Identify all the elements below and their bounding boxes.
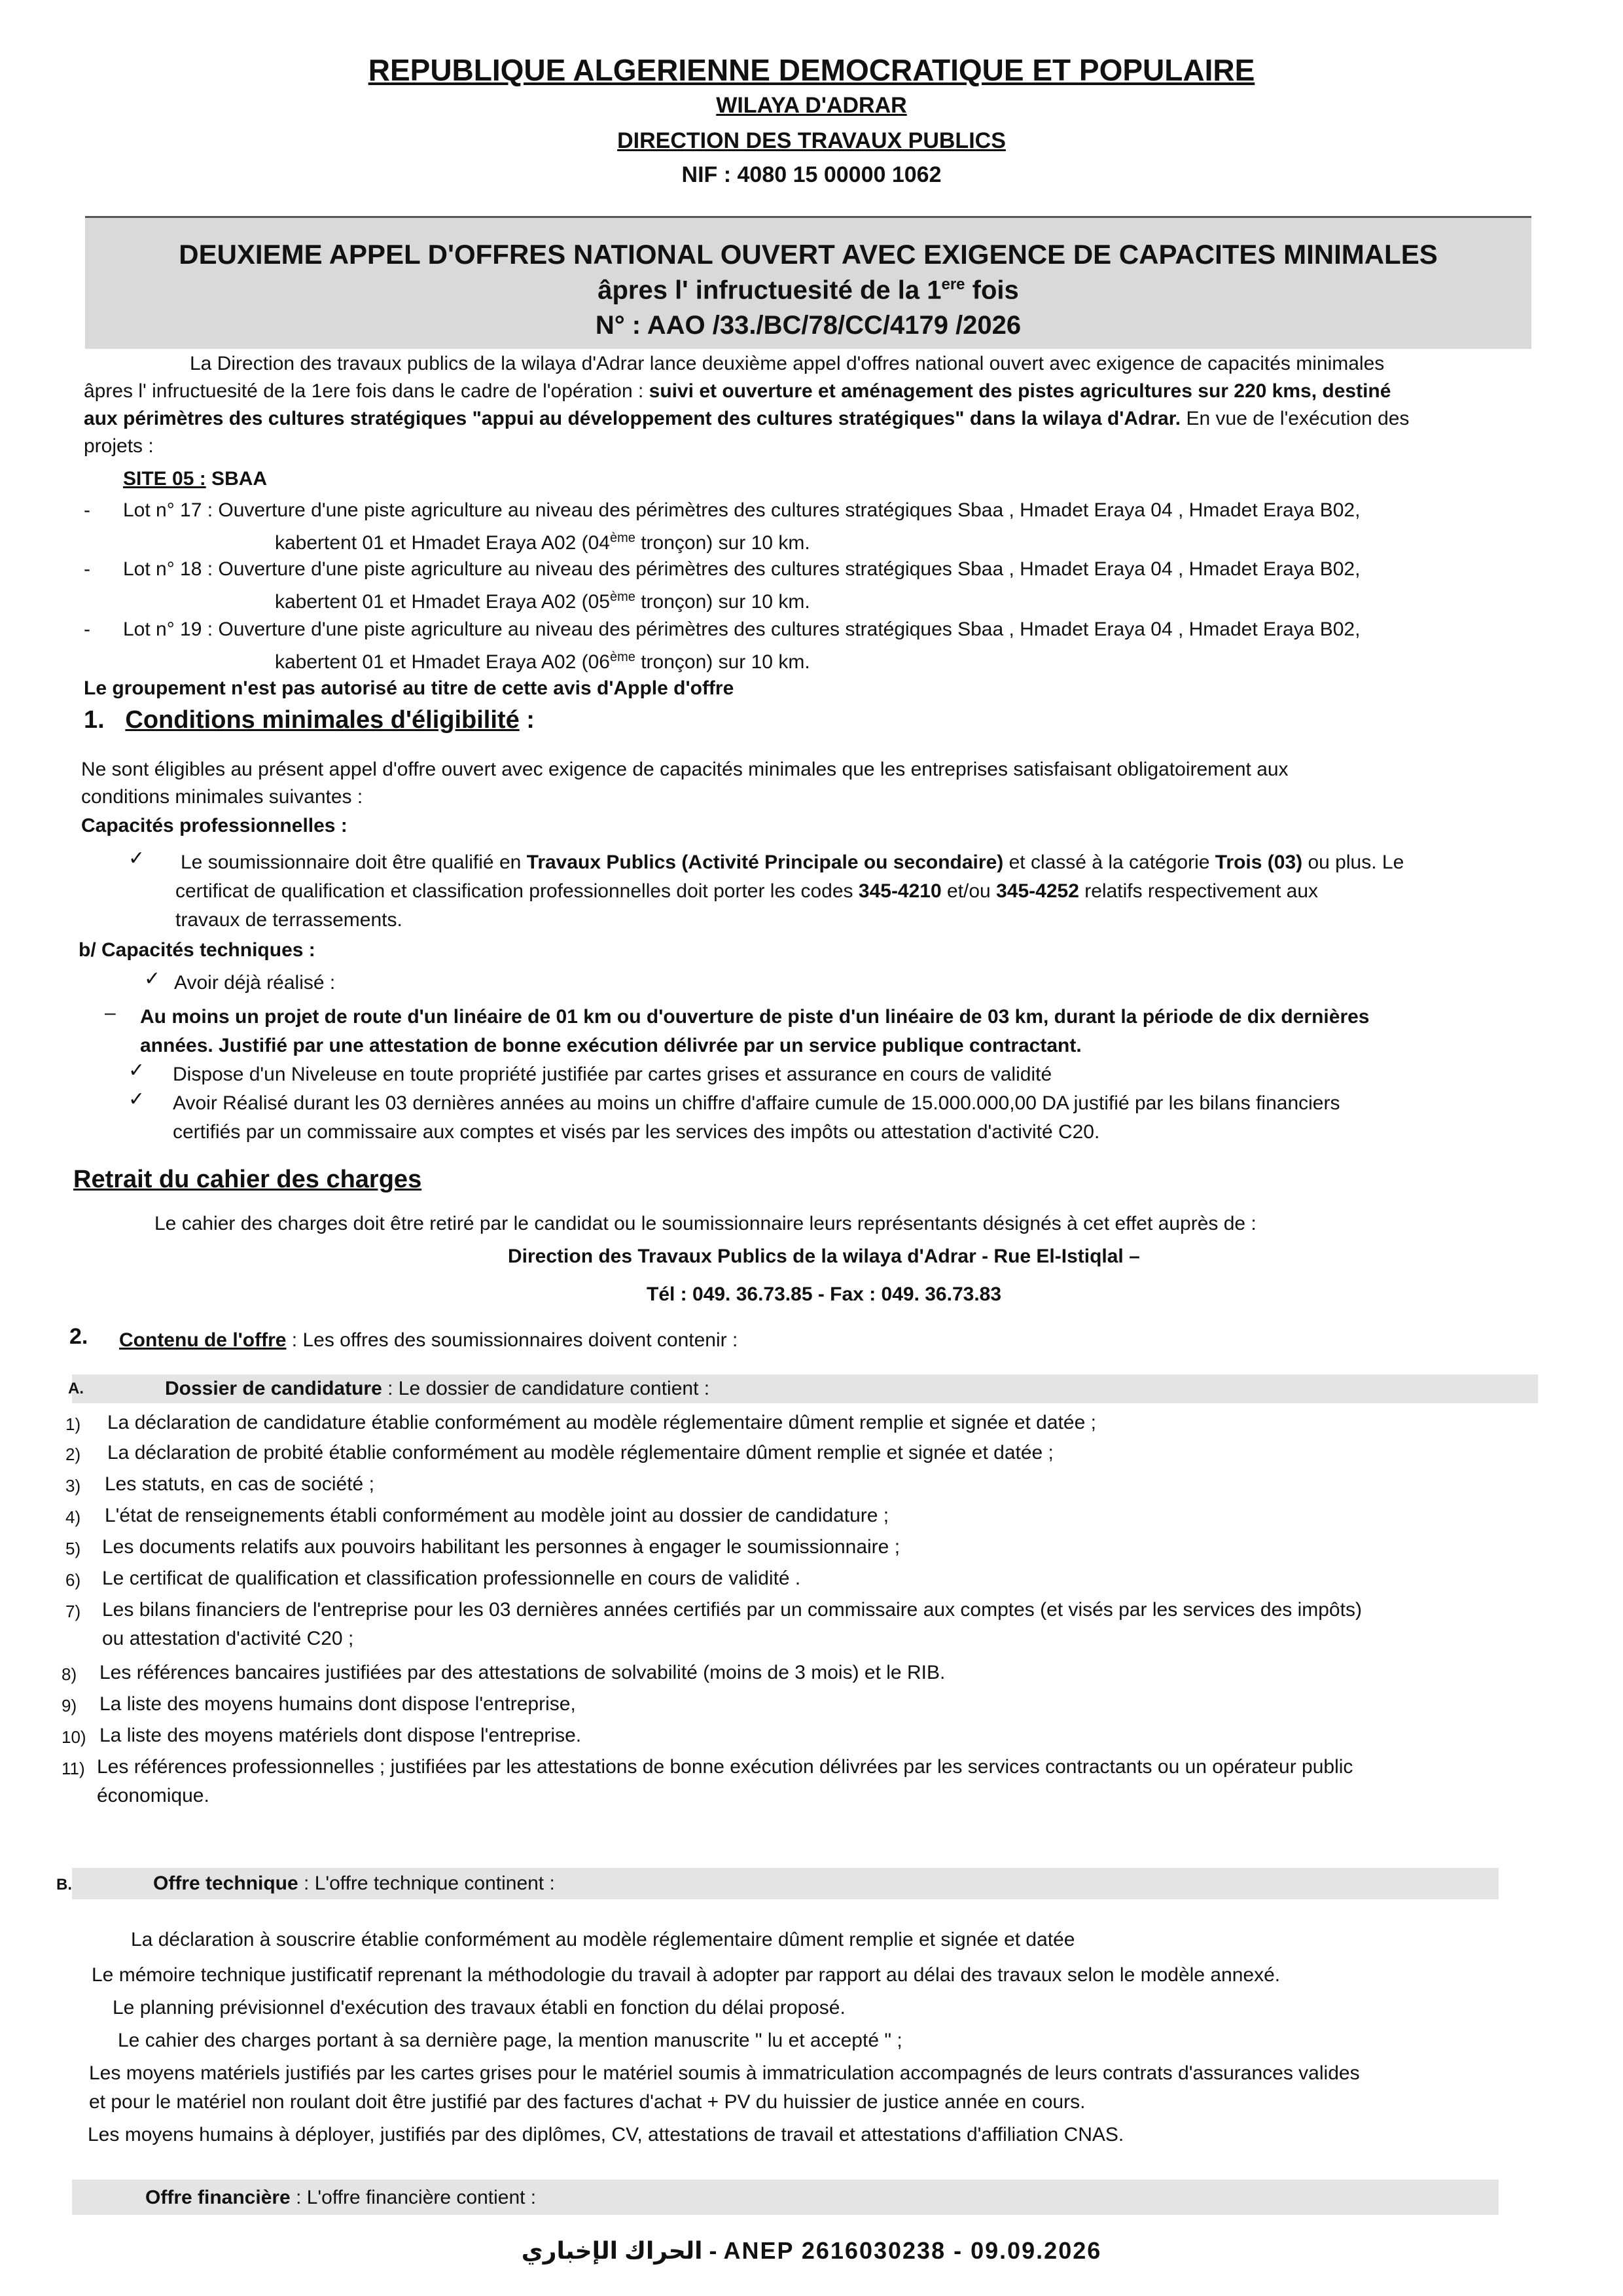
cap-tech-line-1: Au moins un projet de route d'un linéaire de 01 km ou d'ouverture de piste d'un linéaire de 03 km, durant la période de dix dernières	[140, 1006, 1370, 1028]
item-number: 2)	[65, 1444, 81, 1464]
lot-17-line-2: kabertent 01 et Hmadet Eraya A02 (04ème tronçon) sur 10 km.	[275, 531, 810, 554]
checkmark-icon: ✓	[144, 968, 161, 990]
capacites-techniques: b/ Capacités techniques :	[79, 939, 315, 961]
technical-item: et pour le matériel non roulant doit être justifié par des factures d'achat + PV du huissier de justice année en cours.	[89, 2091, 1086, 2113]
banner-subtitle: âpres l' infructuesité de la 1ere fois	[597, 276, 1019, 305]
technical-item: Les moyens matériels justifiés par les cartes grises pour le matériel soumis à immatriculation accompagnés de leurs contrats d'assurances valides	[89, 2062, 1360, 2084]
dash-marker: –	[105, 1002, 116, 1024]
capacites-professionnelles: Capacités professionnelles :	[81, 815, 348, 836]
item-number: 8)	[62, 1664, 77, 1684]
lot-dash: -	[84, 499, 90, 521]
intro-line-1: La Direction des travaux publics de la wilaya d'Adrar lance deuxième appel d'offres national ouvert avec exigence de capacités minimales	[190, 353, 1385, 374]
item-number: 4)	[65, 1507, 81, 1527]
technical-item: Les moyens humains à déployer, justifiés par des diplômes, CV, attestations de travail et attestations d'affiliation CNAS.	[88, 2124, 1124, 2145]
checkmark-icon: ✓	[128, 1088, 145, 1110]
subsection-a-letter: A.	[68, 1380, 84, 1397]
technical-item: La déclaration à souscrire établie conformément au modèle réglementaire dûment remplie et signée et datée	[131, 1929, 1075, 1950]
section-1-para-1: Ne sont éligibles au présent appel d'offre ouvert avec exigence de capacités minimales que les entreprises satisfaisant obligatoirement aux	[81, 759, 1289, 780]
wilaya-title: WILAYA D'ADRAR	[716, 93, 907, 118]
retrait-address: Direction des Travaux Publics de la wilaya d'Adrar - Rue El-Istiqlal –	[508, 1246, 1140, 1267]
candidature-item: La déclaration de candidature établie conformément au modèle réglementaire dûment remplie et signée et datée ;	[107, 1412, 1096, 1433]
item-number: 1)	[65, 1414, 81, 1434]
lot-17-line-1: Lot n° 17 : Ouverture d'une piste agriculture au niveau des périmètres des cultures stratégiques Sbaa , Hmadet Eraya 04 , Hmadet Eraya B02,	[123, 499, 1361, 521]
retrait-line-1: Le cahier des charges doit être retiré par le candidat ou le soumissionnaire leurs représentants désignés à cet effet auprès de :	[154, 1213, 1257, 1234]
candidature-item: L'état de renseignements établi conformément au modèle joint au dossier de candidature ;	[105, 1505, 889, 1526]
banner-title: DEUXIEME APPEL D'OFFRES NATIONAL OUVERT AVEC EXIGENCE DE CAPACITES MINIMALES	[179, 239, 1438, 270]
item-number: 6)	[65, 1570, 81, 1590]
lot-dash: -	[84, 619, 90, 640]
item-number: 11)	[62, 1759, 85, 1778]
technical-item: Le mémoire technique justificatif reprenant la méthodologie du travail à adopter par rapport au délai des travaux selon le modèle annexé.	[92, 1964, 1281, 1986]
candidature-item: Les références bancaires justifiées par des attestations de solvabilité (moins de 3 mois) et le RIB.	[99, 1662, 946, 1683]
candidature-item: Les bilans financiers de l'entreprise pour les 03 dernières années certifiés par un commissaire aux comptes (et visés par les services des impôts)	[102, 1599, 1362, 1621]
checkmark-icon: ✓	[128, 848, 145, 869]
lot-19-line-1: Lot n° 19 : Ouverture d'une piste agriculture au niveau des périmètres des cultures stratégiques Sbaa , Hmadet Eraya 04 , Hmadet Eraya B02,	[123, 619, 1361, 640]
item-number: 10)	[62, 1727, 86, 1747]
intro-line-4: projets :	[84, 435, 154, 457]
banner-reference: N° : AAO /33./BC/78/CC/4179 /2026	[595, 311, 1022, 340]
site-label: SITE 05 : SBAA	[123, 468, 268, 490]
section-1-para-2: conditions minimales suivantes :	[81, 786, 363, 808]
cap-tech-line-3: Dispose d'un Niveleuse en toute propriété justifiée par cartes grises et assurance en cours de validité	[173, 1064, 1052, 1085]
lot-19-line-2: kabertent 01 et Hmadet Eraya A02 (06ème tronçon) sur 10 km.	[275, 650, 810, 673]
candidature-item: Les documents relatifs aux pouvoirs habilitant les personnes à engager le soumissionnaire ;	[102, 1536, 901, 1558]
candidature-item: économique.	[97, 1785, 209, 1806]
candidature-item: Les statuts, en cas de société ;	[105, 1473, 374, 1495]
lot-18-line-1: Lot n° 18 : Ouverture d'une piste agriculture au niveau des périmètres des cultures stratégiques Sbaa , Hmadet Eraya 04 , Hmadet Eraya B02,	[123, 558, 1361, 580]
intro-line-2: âpres l' infructuesité de la 1ere fois dans le cadre de l'opération : suivi et ouverture et aménagement des pistes agricultures sur 220 kms, destiné	[84, 380, 1391, 402]
lot-18-line-2: kabertent 01 et Hmadet Eraya A02 (05ème tronçon) sur 10 km.	[275, 590, 810, 613]
subsection-c-heading: Offre financière : L'offre financière contient :	[145, 2187, 537, 2208]
lot-dash: -	[84, 558, 90, 580]
tender-banner	[85, 216, 1531, 349]
cap-tech-line-4: Avoir Réalisé durant les 03 dernières années au moins un chiffre d'affaire cumule de 15.000.000,00 DA justifié par les bilans financiers	[173, 1092, 1340, 1114]
groupement-note: Le groupement n'est pas autorisé au titre de cette avis d'Apple d'offre	[84, 677, 734, 699]
anep-footer: الحراك الإخباري - ANEP 2616030238 - 09.09.2026	[521, 2237, 1102, 2264]
section-2-number: 2.	[69, 1324, 88, 1349]
retrait-heading: Retrait du cahier des charges	[73, 1166, 422, 1193]
subsection-b-letter: B.	[56, 1876, 72, 1893]
nif-line: NIF : 4080 15 00000 1062	[681, 162, 942, 187]
technical-item: Le planning prévisionnel d'exécution des travaux établi en fonction du délai proposé.	[113, 1997, 846, 2018]
direction-title: DIRECTION DES TRAVAUX PUBLICS	[617, 128, 1006, 153]
country-title: REPUBLIQUE ALGERIENNE DEMOCRATIQUE ET POPULAIRE	[368, 53, 1255, 87]
item-number: 9)	[62, 1696, 77, 1715]
candidature-item: La liste des moyens matériels dont dispose l'entreprise.	[99, 1725, 582, 1746]
cap-tech-line-5: certifiés par un commissaire aux comptes et visés par les services des impôts ou attestation d'activité C20.	[173, 1121, 1100, 1143]
subsection-a-heading: Dossier de candidature : Le dossier de candidature contient :	[165, 1378, 710, 1399]
retrait-tel-fax: Tél : 049. 36.73.85 - Fax : 049. 36.73.83	[647, 1283, 1002, 1305]
cap-tech-line-2: années. Justifié par une attestation de bonne exécution délivrée par un service publique contractant.	[140, 1035, 1082, 1056]
cap-tech-realise: Avoir déjà réalisé :	[174, 972, 336, 994]
section-2-heading: Contenu de l'offre : Les offres des soumissionnaires doivent contenir :	[119, 1329, 738, 1351]
intro-line-3: aux périmètres des cultures stratégiques "appui au développement des cultures stratégiques" dans la wilaya d'Adrar. En vue de l'exécution des	[84, 408, 1410, 429]
subsection-b-heading: Offre technique : L'offre technique continent :	[153, 1873, 555, 1894]
cap-pro-line-1: Le soumissionnaire doit être qualifié en Travaux Publics (Activité Principale ou secondaire) et classé à la catégorie Trois (03) ou plus. Le	[181, 852, 1404, 873]
candidature-item: La liste des moyens humains dont dispose l'entreprise,	[99, 1693, 576, 1715]
item-number: 7)	[65, 1602, 81, 1621]
candidature-item: Le certificat de qualification et classification professionnelle en cours de validité .	[102, 1568, 801, 1589]
technical-item: Le cahier des charges portant à sa dernière page, la mention manuscrite " lu et accepté " ;	[118, 2030, 902, 2051]
cap-pro-line-3: travaux de terrassements.	[175, 909, 402, 931]
checkmark-icon: ✓	[128, 1060, 145, 1081]
section-1-heading: 1. Conditions minimales d'éligibilité :	[84, 706, 535, 734]
cap-pro-line-2: certificat de qualification et classification professionnelles doit porter les codes 345-4210 et/ou 345-4252 relatifs respectivement aux	[175, 880, 1319, 902]
item-number: 3)	[65, 1476, 81, 1496]
candidature-item: ou attestation d'activité C20 ;	[102, 1628, 354, 1649]
item-number: 5)	[65, 1539, 81, 1558]
candidature-item: Les références professionnelles ; justifiées par les attestations de bonne exécution délivrées par les services contractants ou un opérateur public	[97, 1756, 1353, 1778]
candidature-item: La déclaration de probité établie conformément au modèle réglementaire dûment remplie et signée et datée ;	[107, 1442, 1054, 1463]
